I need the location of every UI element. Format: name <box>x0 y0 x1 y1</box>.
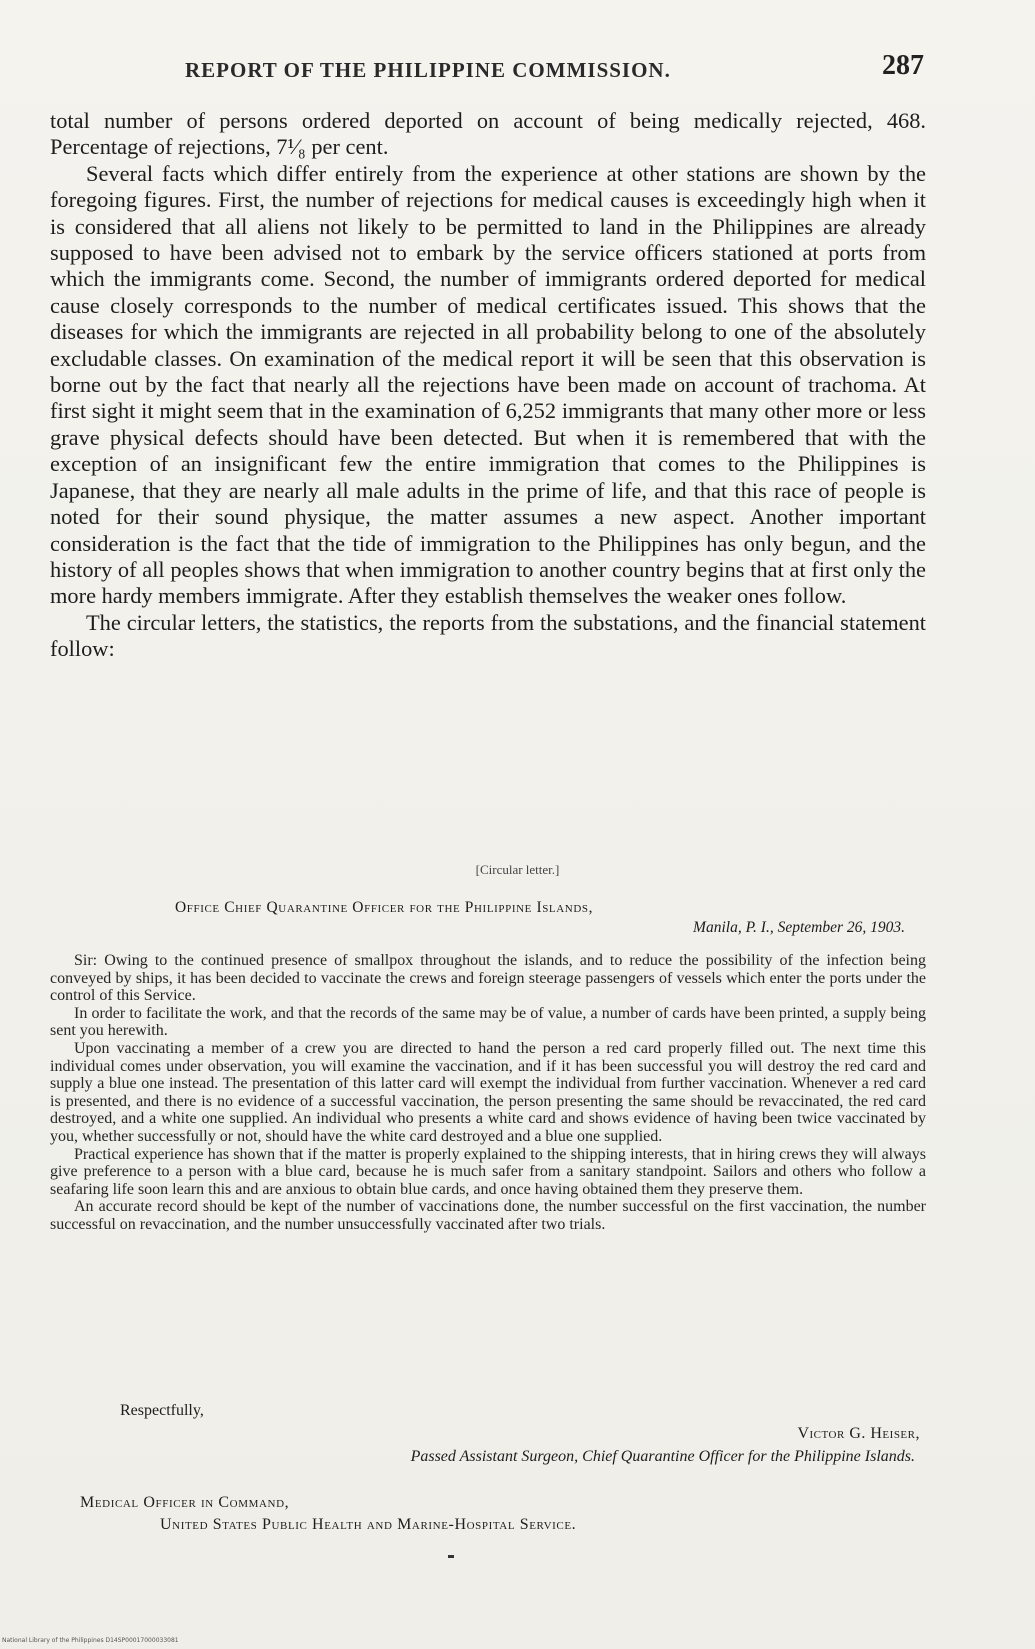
paragraph-3: The circular letters, the statistics, the reports from the substations, and the financial statement follow: <box>50 609 926 662</box>
report-body <box>50 108 926 663</box>
letter-heading <box>175 898 915 938</box>
running-head: REPORT OF THE PHILIPPINE COMMISSION. <box>185 58 671 82</box>
letter-place-date: Manila, P. I., September 26, 1903. <box>693 919 905 936</box>
address-line-1: Medical Officer in Command, <box>80 1494 290 1511</box>
footer-mark <box>448 1555 454 1558</box>
paragraph-2: Several facts which differ entirely from the experience at other stations are shown by the foregoing figures. First, the number of rejections for medical causes is exceedingly high when it is considered that all aliens not likely to be permitted to land in the Philippines are already supposed to have been advised not to embark by the service officers stationed at ports from which the immigrants come. Second, the number of immigrants ordered deported for medical cause closely corresponds to the number of medical certificates issued. This shows that the diseases for which the immigrants are rejected in all probability belong to one of the absolutely excludable classes. On examination of the medical report it will be seen that this observation is borne out by the fact that nearly all the rejections have been made on account of trachoma. At first sight it might seem that in the examination of 6,252 immigrants that many other more or less grave physical defects should have been detected. But when it is remembered that with the exception of an insignificant few the entire immigration that comes to the Philippines is Japanese, that they are nearly all male adults in the prime of life, and that this race of people is noted for their sound physique, the matter assumes a new aspect. Another important consideration is the fact that the tide of immigration to the Philippines has only begun, and the history of all peoples shows that when immigration to another country begins that at first only the more hardy members immigrate. After they establish themselves the weaker ones follow. <box>50 160 926 609</box>
letter-paragraph-1: Sir: Owing to the continued presence of smallpox throughout the islands, and to reduce the possibility of the infection being conveyed by ships, it has been decided to vaccinate the crews and foreign steerage passengers of vessels which enter the ports under the control of this Service. <box>50 952 926 1005</box>
letter-paragraph-4: Practical experience has shown that if the matter is properly explained to the shipping interests, that in hiring crews they will always give preference to a person with a blue card, because he is much safer from a sanitary standpoint. Sailors and others who follow a seafaring life soon learn this and are anxious to obtain blue cards, and once having obtained them they preserve them. <box>50 1145 926 1198</box>
letter-signoff: Respectfully, <box>120 1402 204 1419</box>
paragraph-1: total number of persons ordered deported on account of being medically rejected, 468. Percentage of rejections, 7¹⁄₈ per cent. <box>50 108 926 160</box>
page-number: 287 <box>882 50 924 81</box>
signature-title: Passed Assistant Surgeon, Chief Quarantine Officer for the Philippine Islands. <box>410 1448 915 1465</box>
address-line-2: United States Public Health and Marine-Hospital Service. <box>160 1516 577 1533</box>
page-header <box>50 50 930 90</box>
letter-address <box>80 1492 576 1536</box>
letter-paragraph-2: In order to facilitate the work, and that the records of the same may be of value, a number of cards have been printed, a supply being sent you herewith. <box>50 1004 926 1040</box>
letter-paragraph-5: An accurate record should be kept of the number of vaccinations done, the number successful on the first vaccination, the number successful on revaccination, and the number unsuccessfully vaccinated after two trials. <box>50 1198 926 1233</box>
letter-office: Office Chief Quarantine Officer for the Philippine Islands, <box>175 899 594 916</box>
letter-paragraph-3: Upon vaccinating a member of a crew you are directed to hand the person a red card properly filled out. The next time this individual comes under observation, you will examine the vaccination, and if it has been successful you will destroy the red card and supply a blue one instead. The presentation of this latter card will exempt the individual from further vaccination. Whenever a red card is presented, and there is no evidence of a successful vaccination, the person presenting the same should be revaccinated, the red card destroyed, and a white one supplied. An individual who presents a white card and shows evidence of having been twice vaccinated by you, whether successfully or not, should have the white card destroyed and a blue one supplied. <box>50 1039 926 1145</box>
scan-footer: National Library of the Philippines D14SP00017000033081 <box>2 1637 179 1644</box>
circular-letter-note: [Circular letter.] <box>475 862 560 877</box>
letter-signature: Victor G. Heiser, <box>797 1425 920 1442</box>
letter-body <box>50 952 926 1234</box>
